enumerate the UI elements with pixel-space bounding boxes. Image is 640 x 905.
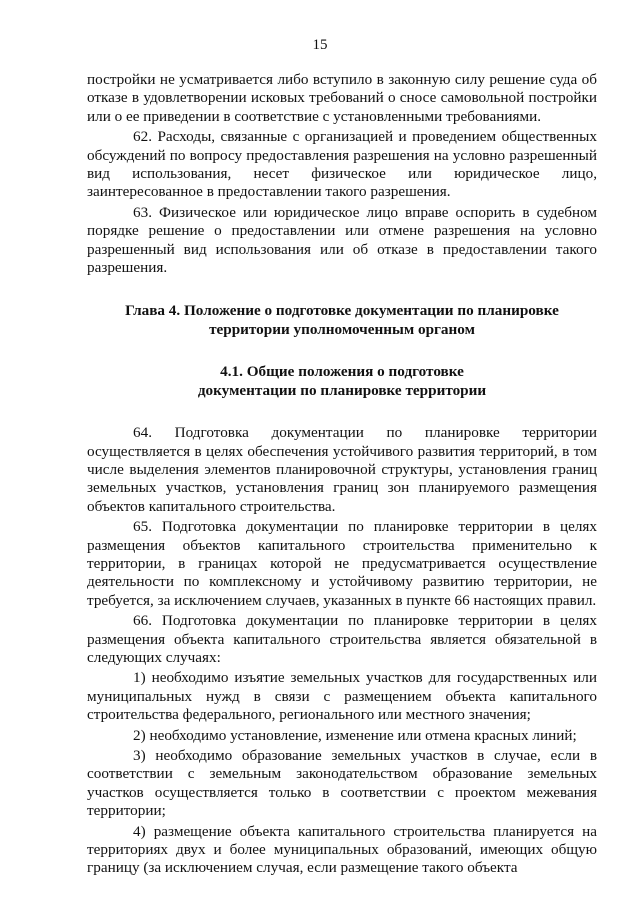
chapter-heading [87,302,597,339]
paragraph-66: 66. Подготовка документации по планировке территории в целях размещения объекта капитального строительства является обязательной в следующих случаях: [87,612,597,666]
list-item-2: 2) необходимо установление, изменение или отмена красных линий; [133,726,577,744]
paragraph-62: 62. Расходы, связанные с организацией и проведением общественных обсуждений по вопросу предоставления разрешения на условно разрешенный вид использования, несет физическое или юридическое лицо, заинтересованное в предоставлении такого разрешения. [87,128,597,201]
list-item-3: 3) необходимо образование земельных участков в случае, если в соответствии с земельным законодательством образование земельных участков осуществляется только в соответствии с проектом межевания территории; [87,747,597,820]
document-body [87,71,597,878]
chapter-heading-line-1: Глава 4. Положение о подготовке документации по планировке [125,302,559,320]
list-item-4: 4) размещение объекта капитального строительства планируется на территориях двух и более муниципальных образований, имеющих общую границу (за исключением случая, если размещение такого объекта [87,822,597,877]
paragraph-64: 64. Подготовка документации по планировке территории осуществляется в целях обеспечения устойчивого развития территорий, в том числе выделения элементов планировочной структуры, установления границ земельных участков, установления границ зон планируемого размещения объектов капитального строительства. [87,424,597,515]
paragraph-65: 65. Подготовка документации по планировке территории в целях размещения объектов капитального строительства применительно к территории, в границах которой не предусматривается осуществление деятельности по комплексному и устойчивому развитию территории, не требуется, за исключением случаев, указанных в пункте 66 настоящих правил. [87,518,597,609]
page-number: 15 [312,37,328,53]
chapter-heading-line-2: территории уполномоченным органом [209,320,475,338]
list-item-1: 1) необходимо изъятие земельных участков для государственных или муниципальных нужд в связи с размещением объекта капитального строительства федерального, регионального или местного значения; [87,669,597,724]
paragraph-continuation: постройки не усматривается либо вступило в законную силу решение суда об отказе в удовлетворении исковых требований о сносе самовольной постройки или о ее приведении в соответствие с установленными требованиями. [87,71,597,125]
section-heading [87,363,597,400]
section-heading-line-2: документации по планировке территории [197,381,487,399]
section-heading-line-1: 4.1. Общие положения о подготовке [220,363,464,381]
paragraph-63: 63. Физическое или юридическое лицо вправе оспорить в судебном порядке решение о предоставлении или отмене разрешения на условно разрешенный вид использования или об отказе в предоставлении такого разрешения. [87,203,597,277]
